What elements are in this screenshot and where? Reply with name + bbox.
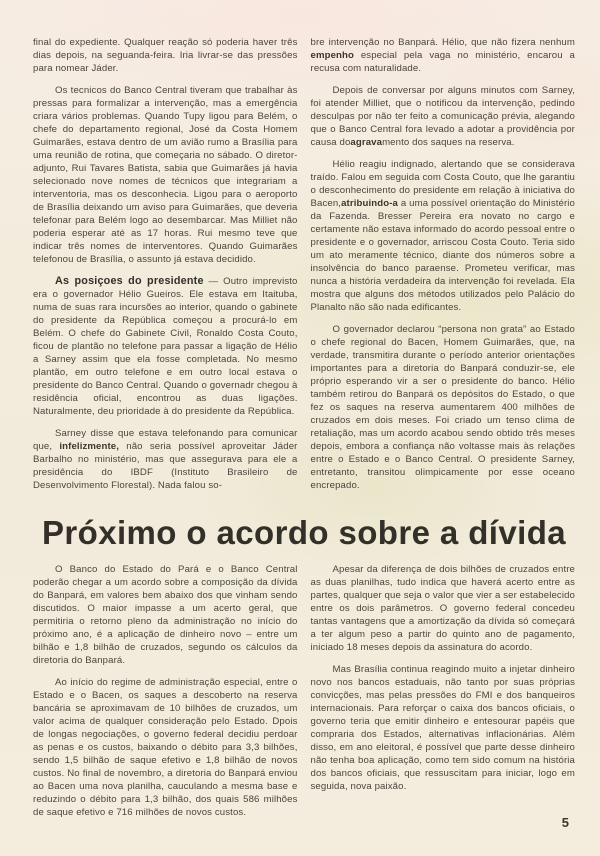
paragraph-text: Hélio reagiu indignado, alertando que se considerava traído. Falou em seguida com Costa Couto, que lhe garantiu o desconhecimento do presidente em relação à iniciativa do Bacen,: [310, 159, 575, 209]
paragraph: [311, 84, 576, 149]
paragraph-text: — Outro imprevisto era o governador Hélio Gueiros. Ele estava em Itaituba, numa de suas rara incursões ao interior, quando o gabinete do presidente da República começou a procurá-lo em Belém. O chefe do Gabinete Civil, Ronaldo Costa Couto, ficou de plantão no telefone para passar a ligação de Hélio a Sarney assim que ela fosse completada. No mesmo plantão, em outro telefone e em outro local estava o presidente do Banco Central. Quando o governadr chegou à residência oficial, encontrou as duas ligações. Naturalmente, deu prioridade à do presidente da República.: [33, 276, 298, 417]
page-content: [33, 36, 575, 828]
paragraph: Mas Brasília continua reagindo muito a injetar dinheiro novo nos bancos estaduais, não tanto por suas próprias convicções, mas pelas pressões do FMI e dos banqueiros internacionais. Para reforçar o caixa dos bancos oficiais, o governo teria que emitir dinheiro e entesourar papéis que compraria dos Estados, alternativas inflacionárias. Além disso, em ano eleitoral, é possível que parte desse dinheiro não tenha boa aplicação, como tem sido comum na história dos bancos oficiais, que ressuscitam para iniciar, logo em seguida, nova paixão.: [310, 664, 575, 792]
paragraph: final do expediente. Qualquer reação só poderia haver três dias depois, na seguanda-feira. Iria livrar-se das pressões para nomear Jáder.: [33, 37, 298, 74]
bottom-left-column: [33, 563, 298, 828]
article-bottom-section: [33, 563, 575, 828]
paragraph: O Banco do Estado do Pará e o Banco Central poderão chegar a um acordo sobre a composição da dívida do Banpará, em valores bem abaixo dos que vinham sendo discutidos. O maior impasse a um acerto geral, que permitiria o retorno pleno da administração no início do próximo ano, é a aplicação de dinheiro novo – entre um bilhão e 1,8 bilhão de cruzados, segundo os cálculos da diretoria do Banpará.: [33, 564, 298, 666]
section-heading: As posiçoes do presidente: [55, 275, 204, 287]
bottom-right-column: [311, 563, 576, 828]
paragraph: [311, 36, 576, 75]
paragraph: Os tecnicos do Banco Central tiveram que trabalhar às pressas para formalizar a intervenção, mas a emergência criara vários problemas. Quando Tupy ligou para Belém, o chefe do departamento regional, José da Costa Homem Guimarães, estava dentro de um avião rumo a Brasília para uma reunião de rotina, que começaria no sábado. O diretor-adjunto, Rui Tavares Batista, sabia que Guimarães já havia selecionado nove nomes de técnicos que integrariam a interventoria, mas os desconhecia. Ligou para o aeroporto de Brasília deixando um aviso para Guimarães, que deveria telefonar para Belém logo ao desembarcar. Mas Milliet não poderia esperar até as 17 horas. Rui mesmo teve que indicar três nomes de interventores. Quando Guimarães telefonou de Brasília, o assunto já estava decidido.: [33, 85, 298, 265]
page-number: 5: [561, 815, 569, 830]
paragraph: Ao início do regime de administração especial, entre o Estado e o Bacen, os saques a descoberto na reserva bancária se aproximavam de 10 bilhões de cruzados, um valor acima de qualquer consideração pelo Estado. Dpois de longas negociações, o governo federal decidiu perdoar as penas e os custos, baixando o débito para 3,3 bilhões, sendo 1,5 bilhão de saque efetivo e 1,8 bilhão de novos custos. No final de novembro, a diretoria do Banpará enviou ao Bacen uma nova planilha, cauculando a mesma base e reduzindo o débito para 1,3 bilhão, dos quais 586 milhões de saque efetivo e 716 milhões de novos custos.: [33, 677, 298, 818]
emphasized-word: atribuindo-a: [341, 198, 398, 209]
top-left-column: [33, 36, 298, 501]
emphasized-word: infelizmente,: [59, 441, 120, 452]
paragraph-text: Depois de conversar por alguns minutos com Sarney, foi atender Milliet, que o notificou da intervenção, pedindo desculpas por não ter feito a comunicação prévia, alegando que o Banco Central fora levado a adotar a providência por causa do: [310, 85, 575, 148]
paragraph: O governador declarou “persona non grata” ao Estado o chefe regional do Bacen, Homem Guimarães, que, na verdade, transmitira durante o período anterior orientações importantes para a diretoria do Banpará conduzir-se, ele próprio esperando vir a ser o presidente do banco. Hélio também retirou do Banpará os depósitos do Estado, o que fez os saques na reserva aumentarem 400 milhões de cruzados em dois meses. Foi criado um tenso clima de retaliação, mas um acordo acabou sendo obtido três meses depois, embora a confiança não voltasse mais às relações entre o Estado e o Banco Central. O presidente Sarney, entretanto, transitou olimpicamente por esse oceano encrepado.: [310, 324, 575, 491]
paragraph-text: bre intervenção no Banpará. Hélio, que não fizera nenhum: [310, 37, 575, 48]
paragraph-text: Sarney disse que estava telefonando para comunicar que,: [33, 428, 298, 452]
paragraph-text: não seria possível aproveitar Jáder Barbalho no ministério, mas que assegurava para ele a presidência do IBDF (Instituto Brasileiro de Desenvolvimento Florestal). Nada falou so-: [33, 441, 298, 491]
article-top-section: [33, 36, 575, 501]
emphasized-word: agrava: [350, 137, 383, 148]
paragraph: [33, 427, 298, 492]
paragraph-text: a uma possível orientação do Ministério da Fazenda. Bresser Pereira era novato no cargo e certamente não estava informado do acordo pessoal entre o presidente e o governador, arriscou Costa Couto. Teria sido um ato meramente técnico, diante dos números sobre a insolvência do banco paraense. Prometeu verificar, mas nunca a história verdadeira da intervenção foi revelada. Ela mostra que alguns dos métodos utilizados pelo Palácio do Planalto não são nada edificantes.: [310, 198, 575, 313]
article-headline: Próximo o acordo sobre a dívida: [41, 514, 567, 551]
paragraph: Apesar da diferença de dois bilhões de cruzados entre as duas planilhas, tudo indica que haverá acerto entre as partes, qualquer que seja o valor que vier a ser estabelecido entre os dois parâmetros. O governo federal concedeu tantas vantagens que a amortização da dívida só começará a ter algum peso a partir do quinto ano de pagamento, iniciado 18 meses depois da assinatura do acordo.: [310, 564, 575, 653]
paragraph: [33, 275, 298, 418]
top-right-column: [311, 36, 576, 501]
emphasized-word: empenho: [310, 50, 354, 61]
paragraph-text: mento dos saques na reserva.: [382, 137, 515, 148]
paragraph: [311, 158, 576, 314]
paragraph-text: especial pela vaga no ministério, encarou a recusa com naturalidade.: [310, 50, 575, 74]
